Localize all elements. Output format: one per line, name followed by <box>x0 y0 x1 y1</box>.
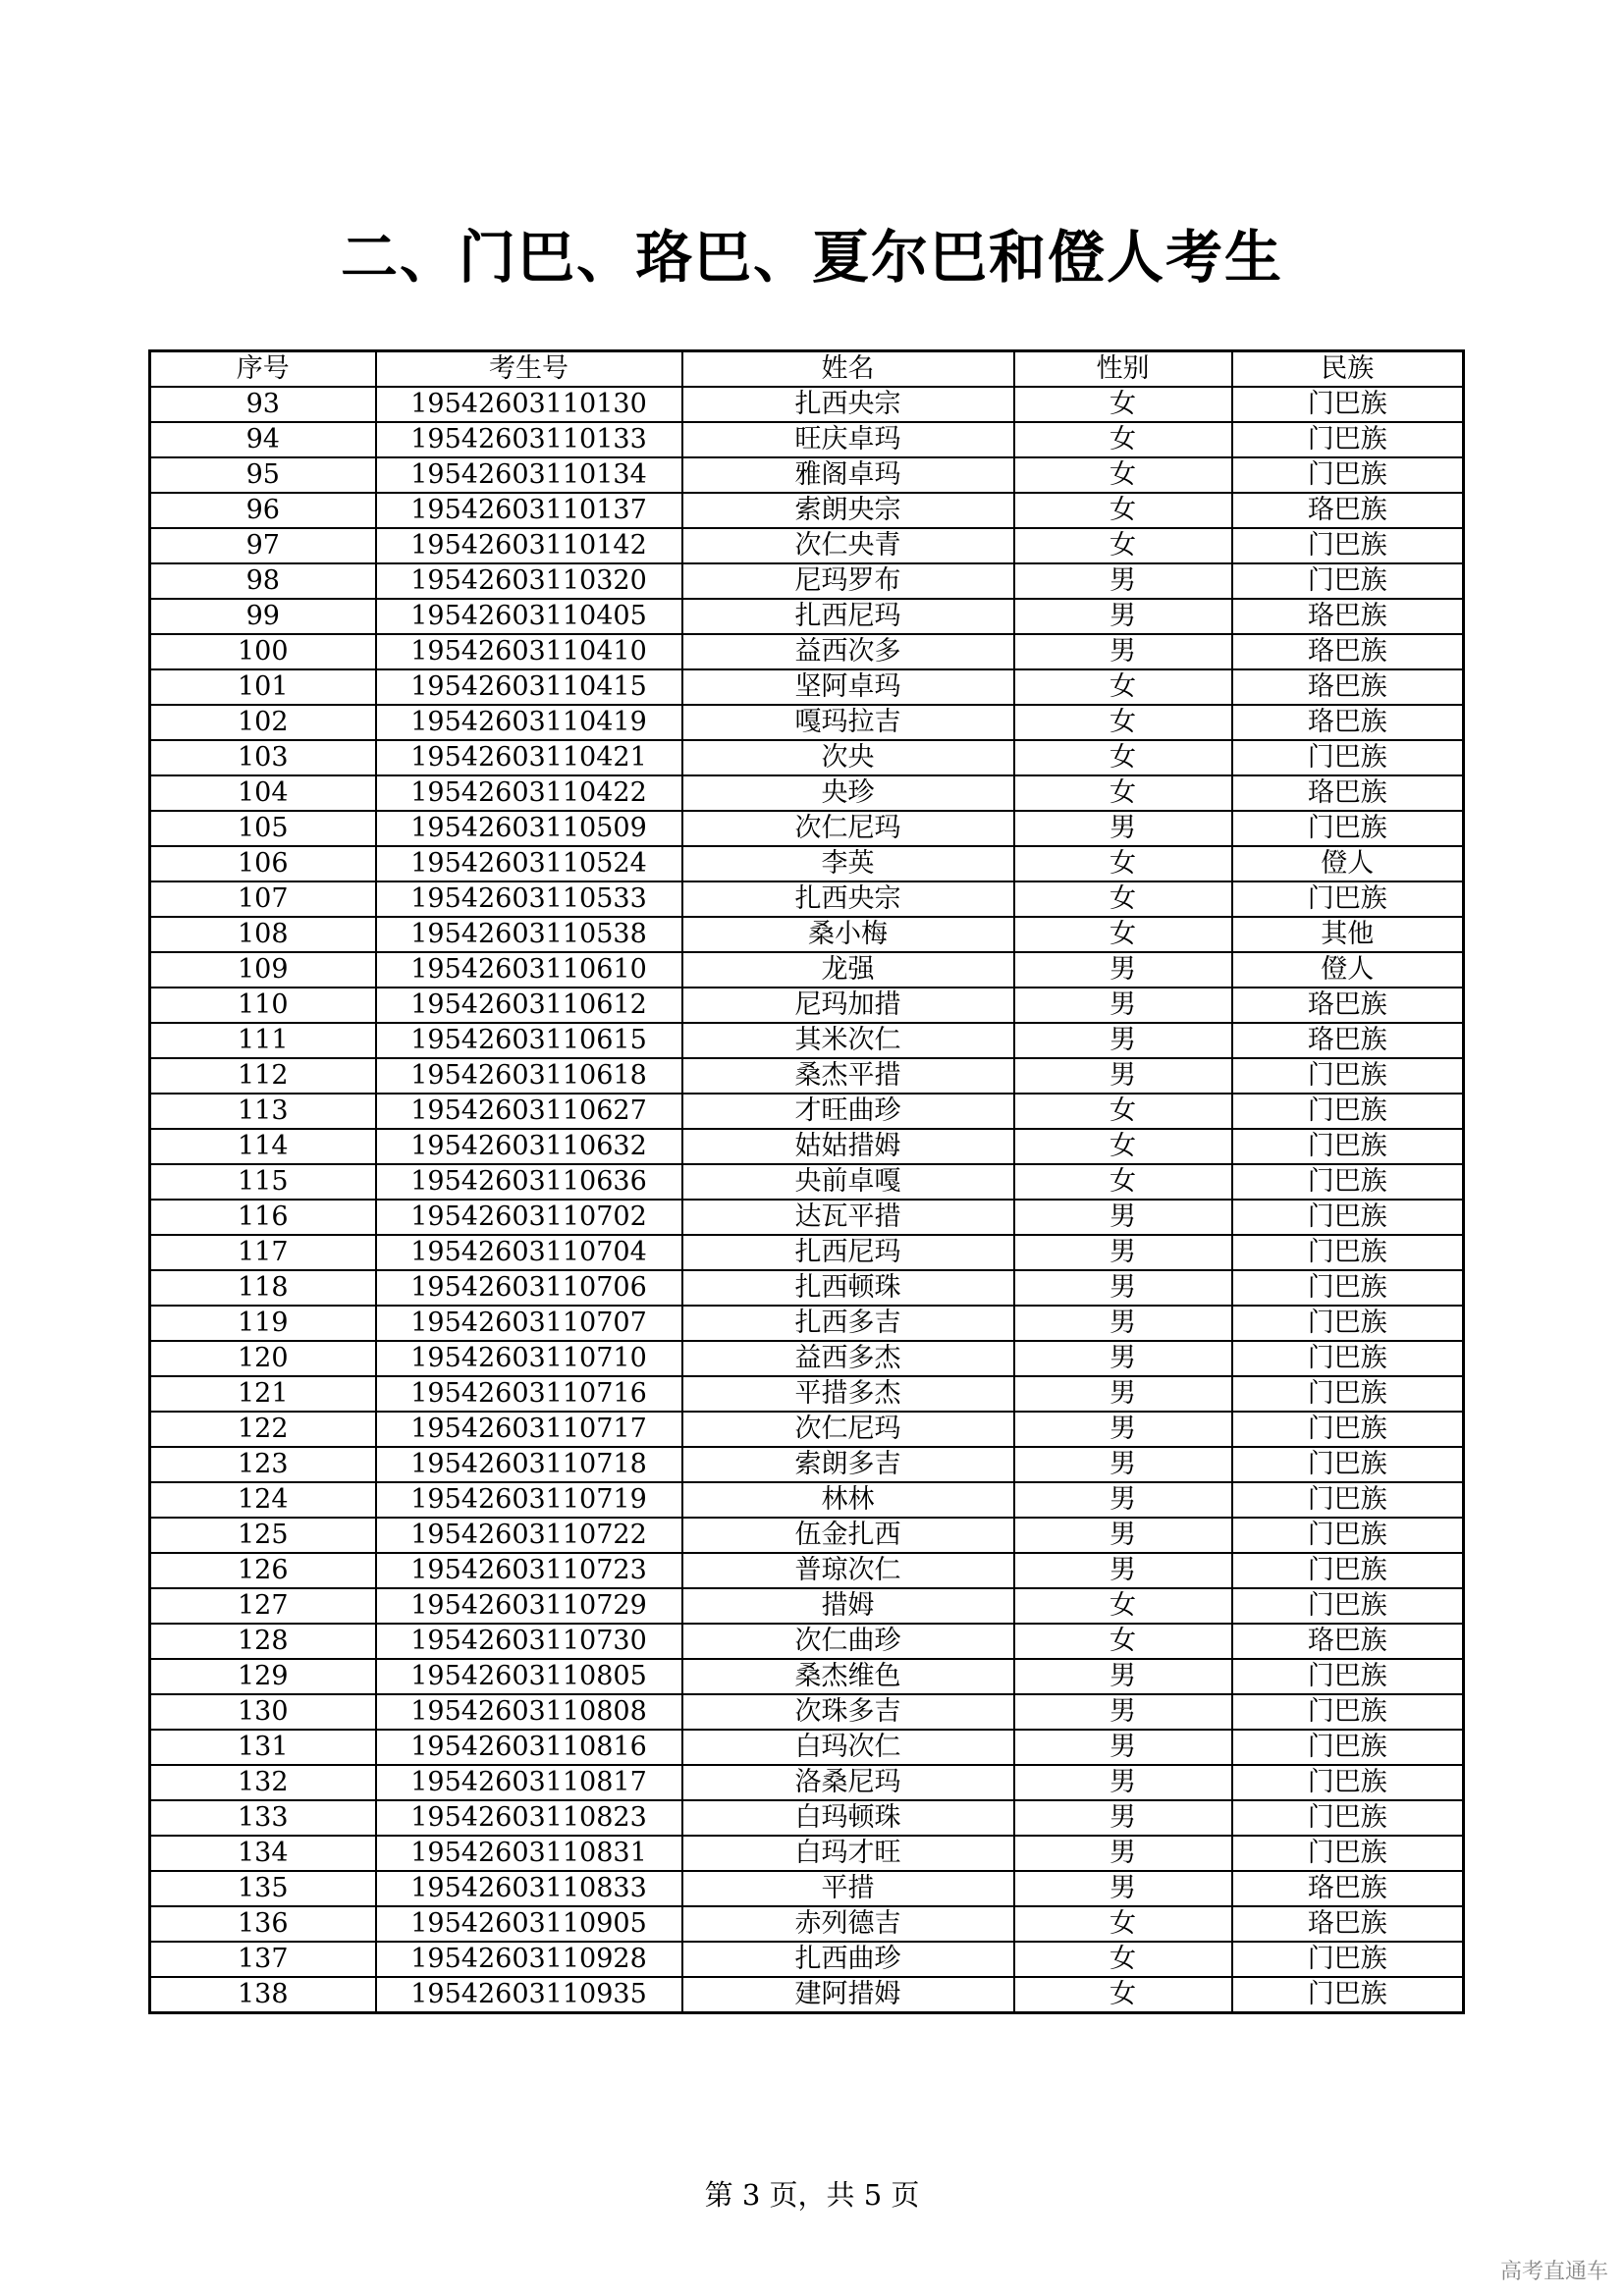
cell-name: 索朗央宗 <box>682 493 1014 528</box>
cell-exam-number: 19542603110928 <box>376 1942 682 1977</box>
cell-name: 措姆 <box>682 1588 1014 1624</box>
cell-gender: 男 <box>1014 1270 1232 1306</box>
cell-index: 95 <box>150 457 376 493</box>
cell-gender: 女 <box>1014 1164 1232 1200</box>
cell-index: 131 <box>150 1730 376 1765</box>
cell-ethnicity: 门巴族 <box>1232 1800 1464 1836</box>
cell-name: 扎西多吉 <box>682 1306 1014 1341</box>
cell-exam-number: 19542603110632 <box>376 1129 682 1164</box>
cell-index: 119 <box>150 1306 376 1341</box>
cell-exam-number: 19542603110405 <box>376 599 682 634</box>
cell-index: 121 <box>150 1376 376 1412</box>
cell-gender: 女 <box>1014 917 1232 952</box>
cell-exam-number: 19542603110615 <box>376 1023 682 1058</box>
cell-ethnicity: 珞巴族 <box>1232 1906 1464 1942</box>
cell-gender: 女 <box>1014 1129 1232 1164</box>
cell-ethnicity: 其他 <box>1232 917 1464 952</box>
cell-ethnicity: 门巴族 <box>1232 1518 1464 1553</box>
cell-exam-number: 19542603110415 <box>376 669 682 705</box>
cell-name: 扎西尼玛 <box>682 1235 1014 1270</box>
cell-index: 112 <box>150 1058 376 1094</box>
cell-exam-number: 19542603110320 <box>376 563 682 599</box>
cell-name: 扎西央宗 <box>682 387 1014 422</box>
cell-gender: 女 <box>1014 493 1232 528</box>
table-row <box>150 1588 1464 1624</box>
cell-name: 达瓦平措 <box>682 1200 1014 1235</box>
cell-exam-number: 19542603110716 <box>376 1376 682 1412</box>
cell-name: 次珠多吉 <box>682 1694 1014 1730</box>
cell-name: 林林 <box>682 1482 1014 1518</box>
cell-name: 雅阁卓玛 <box>682 457 1014 493</box>
cell-index: 107 <box>150 881 376 917</box>
cell-ethnicity: 门巴族 <box>1232 1270 1464 1306</box>
table-row <box>150 1800 1464 1836</box>
cell-name: 白玛顿珠 <box>682 1800 1014 1836</box>
cell-gender: 男 <box>1014 1200 1232 1235</box>
cell-name: 次央 <box>682 740 1014 775</box>
table-row <box>150 1376 1464 1412</box>
table-row <box>150 1553 1464 1588</box>
table-row <box>150 1977 1464 2013</box>
cell-exam-number: 19542603110816 <box>376 1730 682 1765</box>
column-header-exam-number: 考生号 <box>376 351 682 388</box>
table-row <box>150 493 1464 528</box>
cell-ethnicity: 珞巴族 <box>1232 493 1464 528</box>
cell-exam-number: 19542603110707 <box>376 1306 682 1341</box>
cell-exam-number: 19542603110935 <box>376 1977 682 2013</box>
cell-index: 100 <box>150 634 376 669</box>
cell-index: 124 <box>150 1482 376 1518</box>
cell-name: 尼玛罗布 <box>682 563 1014 599</box>
cell-index: 113 <box>150 1094 376 1129</box>
cell-exam-number: 19542603110723 <box>376 1553 682 1588</box>
table-row <box>150 775 1464 811</box>
cell-gender: 女 <box>1014 740 1232 775</box>
cell-index: 132 <box>150 1765 376 1800</box>
cell-name: 扎西尼玛 <box>682 599 1014 634</box>
table-row <box>150 1200 1464 1235</box>
cell-index: 97 <box>150 528 376 563</box>
cell-index: 98 <box>150 563 376 599</box>
cell-ethnicity: 珞巴族 <box>1232 705 1464 740</box>
cell-exam-number: 19542603110133 <box>376 422 682 457</box>
cell-index: 115 <box>150 1164 376 1200</box>
cell-index: 94 <box>150 422 376 457</box>
cell-name: 次仁尼玛 <box>682 1412 1014 1447</box>
cell-ethnicity: 珞巴族 <box>1232 1023 1464 1058</box>
cell-ethnicity: 门巴族 <box>1232 387 1464 422</box>
cell-ethnicity: 门巴族 <box>1232 811 1464 846</box>
cell-gender: 女 <box>1014 528 1232 563</box>
cell-gender: 男 <box>1014 563 1232 599</box>
table-row <box>150 1624 1464 1659</box>
table-row <box>150 988 1464 1023</box>
cell-ethnicity: 门巴族 <box>1232 563 1464 599</box>
cell-ethnicity: 珞巴族 <box>1232 599 1464 634</box>
cell-name: 嘎玛拉吉 <box>682 705 1014 740</box>
cell-gender: 女 <box>1014 846 1232 881</box>
cell-gender: 男 <box>1014 1482 1232 1518</box>
cell-name: 平措 <box>682 1871 1014 1906</box>
cell-gender: 男 <box>1014 952 1232 988</box>
cell-exam-number: 19542603110636 <box>376 1164 682 1200</box>
table-row <box>150 881 1464 917</box>
table-row <box>150 1094 1464 1129</box>
cell-ethnicity: 门巴族 <box>1232 1376 1464 1412</box>
cell-name: 扎西顿珠 <box>682 1270 1014 1306</box>
table-row <box>150 1023 1464 1058</box>
cell-ethnicity: 门巴族 <box>1232 1977 1464 2013</box>
cell-ethnicity: 门巴族 <box>1232 1058 1464 1094</box>
table-row <box>150 563 1464 599</box>
cell-ethnicity: 门巴族 <box>1232 1164 1464 1200</box>
cell-gender: 男 <box>1014 1058 1232 1094</box>
cell-gender: 男 <box>1014 1447 1232 1482</box>
cell-ethnicity: 门巴族 <box>1232 1553 1464 1588</box>
cell-ethnicity: 门巴族 <box>1232 1306 1464 1341</box>
cell-gender: 女 <box>1014 1942 1232 1977</box>
cell-name: 桑杰维色 <box>682 1659 1014 1694</box>
cell-exam-number: 19542603110422 <box>376 775 682 811</box>
cell-name: 次仁曲珍 <box>682 1624 1014 1659</box>
cell-gender: 女 <box>1014 1977 1232 2013</box>
table-header-row <box>150 351 1464 388</box>
cell-name: 次仁尼玛 <box>682 811 1014 846</box>
table-row <box>150 1694 1464 1730</box>
table-row <box>150 1129 1464 1164</box>
table-row <box>150 1412 1464 1447</box>
cell-gender: 女 <box>1014 669 1232 705</box>
cell-exam-number: 19542603110905 <box>376 1906 682 1942</box>
cell-gender: 男 <box>1014 599 1232 634</box>
cell-exam-number: 19542603110134 <box>376 457 682 493</box>
cell-index: 125 <box>150 1518 376 1553</box>
cell-name: 李英 <box>682 846 1014 881</box>
cell-name: 央前卓嘎 <box>682 1164 1014 1200</box>
cell-ethnicity: 门巴族 <box>1232 1730 1464 1765</box>
cell-gender: 男 <box>1014 634 1232 669</box>
cell-exam-number: 19542603110823 <box>376 1800 682 1836</box>
cell-exam-number: 19542603110805 <box>376 1659 682 1694</box>
cell-gender: 男 <box>1014 1553 1232 1588</box>
table-row <box>150 1235 1464 1270</box>
cell-name: 益西多杰 <box>682 1341 1014 1376</box>
cell-name: 普琼次仁 <box>682 1553 1014 1588</box>
cell-gender: 女 <box>1014 422 1232 457</box>
cell-ethnicity: 门巴族 <box>1232 1765 1464 1800</box>
cell-gender: 男 <box>1014 1800 1232 1836</box>
cell-ethnicity: 僜人 <box>1232 846 1464 881</box>
cell-exam-number: 19542603110524 <box>376 846 682 881</box>
column-header-gender: 性别 <box>1014 351 1232 388</box>
cell-index: 108 <box>150 917 376 952</box>
cell-name: 扎西曲珍 <box>682 1942 1014 1977</box>
cell-exam-number: 19542603110702 <box>376 1200 682 1235</box>
cell-gender: 男 <box>1014 1659 1232 1694</box>
cell-exam-number: 19542603110538 <box>376 917 682 952</box>
cell-index: 135 <box>150 1871 376 1906</box>
cell-exam-number: 19542603110137 <box>376 493 682 528</box>
cell-index: 96 <box>150 493 376 528</box>
cell-index: 122 <box>150 1412 376 1447</box>
cell-exam-number: 19542603110717 <box>376 1412 682 1447</box>
cell-exam-number: 19542603110719 <box>376 1482 682 1518</box>
table-row <box>150 1341 1464 1376</box>
cell-index: 126 <box>150 1553 376 1588</box>
cell-ethnicity: 珞巴族 <box>1232 1624 1464 1659</box>
cell-exam-number: 19542603110419 <box>376 705 682 740</box>
cell-name: 益西次多 <box>682 634 1014 669</box>
cell-exam-number: 19542603110710 <box>376 1341 682 1376</box>
cell-gender: 男 <box>1014 1836 1232 1871</box>
cell-index: 136 <box>150 1906 376 1942</box>
cell-gender: 女 <box>1014 1624 1232 1659</box>
cell-gender: 男 <box>1014 1694 1232 1730</box>
cell-ethnicity: 珞巴族 <box>1232 775 1464 811</box>
cell-exam-number: 19542603110142 <box>376 528 682 563</box>
table-row <box>150 1871 1464 1906</box>
table-row <box>150 1482 1464 1518</box>
cell-gender: 男 <box>1014 1518 1232 1553</box>
cell-name: 次仁央青 <box>682 528 1014 563</box>
table-row <box>150 1518 1464 1553</box>
cell-index: 116 <box>150 1200 376 1235</box>
cell-gender: 女 <box>1014 457 1232 493</box>
cell-name: 赤列德吉 <box>682 1906 1014 1942</box>
column-header-ethnicity: 民族 <box>1232 351 1464 388</box>
cell-ethnicity: 门巴族 <box>1232 1694 1464 1730</box>
cell-index: 104 <box>150 775 376 811</box>
watermark: 高考直通车 <box>1499 2260 1608 2284</box>
table-row <box>150 1942 1464 1977</box>
table-row <box>150 1306 1464 1341</box>
cell-gender: 男 <box>1014 1306 1232 1341</box>
cell-ethnicity: 珞巴族 <box>1232 1871 1464 1906</box>
cell-ethnicity: 珞巴族 <box>1232 669 1464 705</box>
cell-ethnicity: 门巴族 <box>1232 457 1464 493</box>
table-row <box>150 1447 1464 1482</box>
cell-ethnicity: 珞巴族 <box>1232 988 1464 1023</box>
cell-ethnicity: 门巴族 <box>1232 1129 1464 1164</box>
cell-exam-number: 19542603110722 <box>376 1518 682 1553</box>
cell-index: 111 <box>150 1023 376 1058</box>
cell-index: 110 <box>150 988 376 1023</box>
table-row <box>150 705 1464 740</box>
table-row <box>150 952 1464 988</box>
candidate-table <box>148 349 1465 2014</box>
cell-name: 其米次仁 <box>682 1023 1014 1058</box>
cell-name: 才旺曲珍 <box>682 1094 1014 1129</box>
page-title: 二、门巴、珞巴、夏尔巴和僜人考生 <box>340 224 1283 291</box>
cell-ethnicity: 门巴族 <box>1232 422 1464 457</box>
cell-exam-number: 19542603110618 <box>376 1058 682 1094</box>
cell-exam-number: 19542603110421 <box>376 740 682 775</box>
cell-gender: 男 <box>1014 811 1232 846</box>
table-row <box>150 1730 1464 1765</box>
cell-name: 尼玛加措 <box>682 988 1014 1023</box>
table-row <box>150 634 1464 669</box>
cell-index: 130 <box>150 1694 376 1730</box>
cell-name: 建阿措姆 <box>682 1977 1014 2013</box>
cell-exam-number: 19542603110612 <box>376 988 682 1023</box>
cell-exam-number: 19542603110831 <box>376 1836 682 1871</box>
cell-ethnicity: 门巴族 <box>1232 740 1464 775</box>
cell-index: 134 <box>150 1836 376 1871</box>
cell-exam-number: 19542603110533 <box>376 881 682 917</box>
cell-exam-number: 19542603110706 <box>376 1270 682 1306</box>
cell-exam-number: 19542603110610 <box>376 952 682 988</box>
cell-name: 桑小梅 <box>682 917 1014 952</box>
cell-gender: 男 <box>1014 1871 1232 1906</box>
cell-exam-number: 19542603110627 <box>376 1094 682 1129</box>
table-row <box>150 811 1464 846</box>
cell-index: 109 <box>150 952 376 988</box>
cell-ethnicity: 门巴族 <box>1232 1588 1464 1624</box>
table-row <box>150 1659 1464 1694</box>
cell-index: 93 <box>150 387 376 422</box>
cell-index: 137 <box>150 1942 376 1977</box>
cell-exam-number: 19542603110130 <box>376 387 682 422</box>
table-row <box>150 846 1464 881</box>
table-row <box>150 1058 1464 1094</box>
cell-ethnicity: 门巴族 <box>1232 1482 1464 1518</box>
cell-index: 99 <box>150 599 376 634</box>
cell-index: 105 <box>150 811 376 846</box>
cell-exam-number: 19542603110729 <box>376 1588 682 1624</box>
cell-exam-number: 19542603110730 <box>376 1624 682 1659</box>
cell-gender: 女 <box>1014 775 1232 811</box>
cell-gender: 男 <box>1014 1341 1232 1376</box>
cell-ethnicity: 门巴族 <box>1232 1942 1464 1977</box>
cell-exam-number: 19542603110509 <box>376 811 682 846</box>
cell-exam-number: 19542603110410 <box>376 634 682 669</box>
cell-exam-number: 19542603110833 <box>376 1871 682 1906</box>
table-row <box>150 1765 1464 1800</box>
column-header-index: 序号 <box>150 351 376 388</box>
cell-index: 123 <box>150 1447 376 1482</box>
cell-name: 索朗多吉 <box>682 1447 1014 1482</box>
cell-index: 114 <box>150 1129 376 1164</box>
table-row <box>150 1270 1464 1306</box>
page-footer: 第 3 页，共 5 页 <box>704 2178 920 2212</box>
cell-gender: 女 <box>1014 881 1232 917</box>
cell-index: 101 <box>150 669 376 705</box>
cell-gender: 男 <box>1014 1376 1232 1412</box>
cell-gender: 女 <box>1014 387 1232 422</box>
cell-ethnicity: 门巴族 <box>1232 1412 1464 1447</box>
cell-index: 129 <box>150 1659 376 1694</box>
cell-index: 117 <box>150 1235 376 1270</box>
cell-index: 106 <box>150 846 376 881</box>
cell-name: 旺庆卓玛 <box>682 422 1014 457</box>
cell-name: 白玛次仁 <box>682 1730 1014 1765</box>
cell-gender: 女 <box>1014 1094 1232 1129</box>
table-row <box>150 669 1464 705</box>
cell-ethnicity: 门巴族 <box>1232 1341 1464 1376</box>
cell-name: 坚阿卓玛 <box>682 669 1014 705</box>
cell-name: 平措多杰 <box>682 1376 1014 1412</box>
cell-ethnicity: 僜人 <box>1232 952 1464 988</box>
cell-gender: 男 <box>1014 1730 1232 1765</box>
cell-index: 120 <box>150 1341 376 1376</box>
cell-gender: 男 <box>1014 988 1232 1023</box>
cell-gender: 男 <box>1014 1235 1232 1270</box>
cell-ethnicity: 门巴族 <box>1232 881 1464 917</box>
table-row <box>150 1836 1464 1871</box>
cell-ethnicity: 珞巴族 <box>1232 634 1464 669</box>
table-row <box>150 599 1464 634</box>
cell-index: 127 <box>150 1588 376 1624</box>
cell-name: 龙强 <box>682 952 1014 988</box>
cell-gender: 男 <box>1014 1023 1232 1058</box>
cell-name: 洛桑尼玛 <box>682 1765 1014 1800</box>
cell-ethnicity: 门巴族 <box>1232 1200 1464 1235</box>
cell-ethnicity: 门巴族 <box>1232 1094 1464 1129</box>
cell-name: 伍金扎西 <box>682 1518 1014 1553</box>
cell-index: 118 <box>150 1270 376 1306</box>
cell-ethnicity: 门巴族 <box>1232 1836 1464 1871</box>
cell-gender: 女 <box>1014 1906 1232 1942</box>
cell-name: 扎西央宗 <box>682 881 1014 917</box>
table-row <box>150 917 1464 952</box>
cell-name: 桑杰平措 <box>682 1058 1014 1094</box>
cell-gender: 男 <box>1014 1765 1232 1800</box>
table-body <box>150 387 1464 2013</box>
table-row <box>150 528 1464 563</box>
cell-name: 白玛才旺 <box>682 1836 1014 1871</box>
cell-name: 姑姑措姆 <box>682 1129 1014 1164</box>
cell-gender: 男 <box>1014 1412 1232 1447</box>
table-row <box>150 1164 1464 1200</box>
cell-exam-number: 19542603110704 <box>376 1235 682 1270</box>
cell-index: 128 <box>150 1624 376 1659</box>
cell-ethnicity: 门巴族 <box>1232 528 1464 563</box>
cell-ethnicity: 门巴族 <box>1232 1659 1464 1694</box>
cell-name: 央珍 <box>682 775 1014 811</box>
cell-exam-number: 19542603110808 <box>376 1694 682 1730</box>
cell-gender: 女 <box>1014 705 1232 740</box>
cell-ethnicity: 门巴族 <box>1232 1235 1464 1270</box>
cell-gender: 女 <box>1014 1588 1232 1624</box>
table-row <box>150 1906 1464 1942</box>
cell-index: 133 <box>150 1800 376 1836</box>
column-header-name: 姓名 <box>682 351 1014 388</box>
cell-index: 103 <box>150 740 376 775</box>
cell-exam-number: 19542603110718 <box>376 1447 682 1482</box>
cell-ethnicity: 门巴族 <box>1232 1447 1464 1482</box>
table-row <box>150 740 1464 775</box>
cell-index: 102 <box>150 705 376 740</box>
table-row <box>150 387 1464 422</box>
cell-index: 138 <box>150 1977 376 2013</box>
table-row <box>150 422 1464 457</box>
table-row <box>150 457 1464 493</box>
cell-exam-number: 19542603110817 <box>376 1765 682 1800</box>
